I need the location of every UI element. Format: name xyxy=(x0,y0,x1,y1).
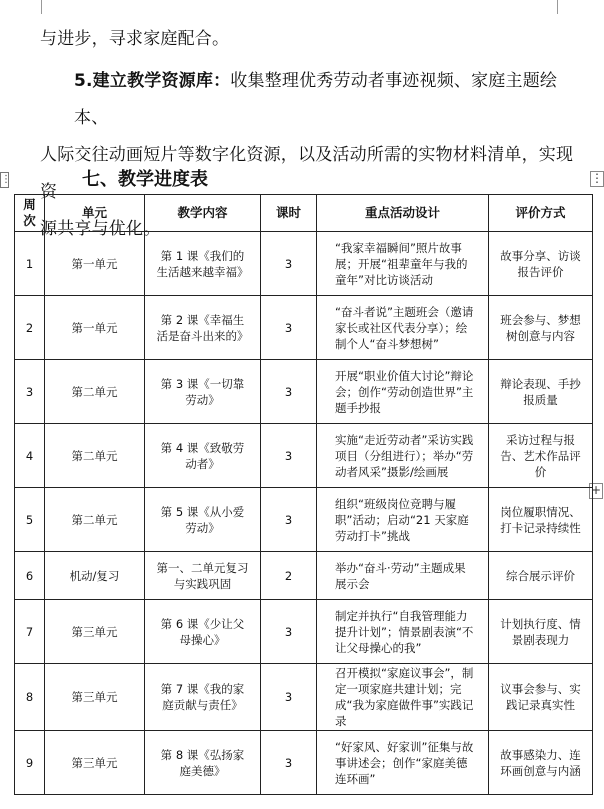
cell-activity: 召开模拟“家庭议事会”，制定一项家庭共建计划；完成“我为家庭做件事”实践记录 xyxy=(317,664,489,731)
cell-unit: 机动/复习 xyxy=(45,552,145,600)
cell-unit: 第一单元 xyxy=(45,232,145,296)
cell-hours: 3 xyxy=(261,424,317,488)
table-row xyxy=(15,664,593,731)
page-corner-mark-left xyxy=(40,0,42,14)
table-move-handle[interactable]: ⋮ xyxy=(0,172,9,188)
cell-content: 第 6 课《少让父母操心》 xyxy=(145,600,261,664)
cell-week: 6 xyxy=(15,552,45,600)
cell-evaluation: 故事感染力、连环画创意与内涵 xyxy=(489,731,593,795)
cell-hours: 2 xyxy=(261,552,317,600)
header-unit: 单元 xyxy=(45,195,145,232)
cell-content: 第 3 课《一切靠劳动》 xyxy=(145,360,261,424)
cell-unit: 第三单元 xyxy=(45,600,145,664)
cell-hours: 3 xyxy=(261,600,317,664)
table-row xyxy=(15,360,593,424)
cell-week: 1 xyxy=(15,232,45,296)
table-row xyxy=(15,424,593,488)
cell-hours: 3 xyxy=(261,296,317,360)
right-edge-handle[interactable]: ⋮ xyxy=(591,171,603,185)
table-row xyxy=(15,488,593,552)
item5-text-line1: 收集整理优秀劳动者事迹视频、家庭主题绘本、 xyxy=(74,71,558,128)
cell-evaluation: 采访过程与报告、艺术作品评价 xyxy=(489,424,593,488)
cell-evaluation: 辩论表现、手抄报质量 xyxy=(489,360,593,424)
table-header-row xyxy=(15,195,593,232)
cell-unit: 第一单元 xyxy=(45,296,145,360)
header-hours: 课时 xyxy=(261,195,317,232)
cell-week: 5 xyxy=(15,488,45,552)
cell-unit: 第二单元 xyxy=(45,488,145,552)
item5-title: 5.建立教学资源库： xyxy=(74,71,231,91)
schedule-table xyxy=(14,194,593,795)
cell-evaluation: 岗位履职情况、打卡记录持续性 xyxy=(489,488,593,552)
cell-content: 第 5 课《从小爱劳动》 xyxy=(145,488,261,552)
cell-activity: 实施“走近劳动者”采访实践项目（分组进行）；举办“劳动者风采”摄影/绘画展 xyxy=(317,424,489,488)
cell-content: 第 2 课《幸福生活是奋斗出来的》 xyxy=(145,296,261,360)
cell-unit: 第三单元 xyxy=(45,731,145,795)
table-row xyxy=(15,600,593,664)
cell-activity: 制定并执行“自我管理能力提升计划”；情景剧表演“不让父母操心的我” xyxy=(317,600,489,664)
cell-activity: 举办“奋斗·劳动”主题成果展示会 xyxy=(317,552,489,600)
cell-hours: 3 xyxy=(261,360,317,424)
cell-week: 2 xyxy=(15,296,45,360)
cell-evaluation: 故事分享、访谈报告评价 xyxy=(489,232,593,296)
cell-content: 第一、二单元复习与实践巩固 xyxy=(145,552,261,600)
section-heading: 七、教学进度表 xyxy=(82,169,208,190)
cell-evaluation: 议事会参与、实践记录真实性 xyxy=(489,664,593,731)
cell-activity: “好家风、好家训”征集与故事讲述会；创作“家庭美德连环画” xyxy=(317,731,489,795)
cell-week: 9 xyxy=(15,731,45,795)
header-activity: 重点活动设计 xyxy=(317,195,489,232)
header-content: 教学内容 xyxy=(145,195,261,232)
item5-text-line3: 源共享与优化。 xyxy=(40,219,161,239)
cell-hours: 3 xyxy=(261,664,317,731)
table-row xyxy=(15,731,593,795)
cell-evaluation: 综合展示评价 xyxy=(489,552,593,600)
table-row xyxy=(15,232,593,296)
cell-unit: 第三单元 xyxy=(45,664,145,731)
cell-content: 第 7 课《我的家庭贡献与责任》 xyxy=(145,664,261,731)
header-week: 周次 xyxy=(15,195,45,232)
cell-content: 第 1 课《我们的生活越来越幸福》 xyxy=(145,232,261,296)
cell-unit: 第二单元 xyxy=(45,360,145,424)
cell-evaluation: 计划执行度、情景剧表现力 xyxy=(489,600,593,664)
cell-activity: 开展“职业价值大讨论”辩论会；创作“劳动创造世界”主题手抄报 xyxy=(317,360,489,424)
cell-hours: 3 xyxy=(261,488,317,552)
cell-activity: “奋斗者说”主题班会（邀请家长或社区代表分享）；绘制个人“奋斗梦想树” xyxy=(317,296,489,360)
cell-hours: 3 xyxy=(261,232,317,296)
cell-week: 3 xyxy=(15,360,45,424)
cell-week: 7 xyxy=(15,600,45,664)
item5-text-line2: 人际交往动画短片等数字化资源，以及活动所需的实物材料清单，实现资 xyxy=(40,145,574,202)
cell-content: 第 4 课《致敬劳动者》 xyxy=(145,424,261,488)
header-evaluation: 评价方式 xyxy=(489,195,593,232)
cell-week: 4 xyxy=(15,424,45,488)
cell-evaluation: 班会参与、梦想树创意与内容 xyxy=(489,296,593,360)
add-column-button[interactable]: + xyxy=(590,483,602,497)
table-row xyxy=(15,296,593,360)
table-row xyxy=(15,552,593,600)
cell-hours: 3 xyxy=(261,731,317,795)
cell-activity: 组织“班级岗位竞聘与履职”活动；启动“21 天家庭劳动打卡”挑战 xyxy=(317,488,489,552)
cell-week: 8 xyxy=(15,664,45,731)
page-corner-mark-right xyxy=(557,0,559,14)
cell-content: 第 8 课《弘扬家庭美德》 xyxy=(145,731,261,795)
cell-unit: 第二单元 xyxy=(45,424,145,488)
paragraph-prev-line: 与进步，寻求家庭配合。 xyxy=(40,29,230,49)
cell-activity: “我家幸福瞬间”照片故事展；开展“祖辈童年与我的童年”对比访谈活动 xyxy=(317,232,489,296)
